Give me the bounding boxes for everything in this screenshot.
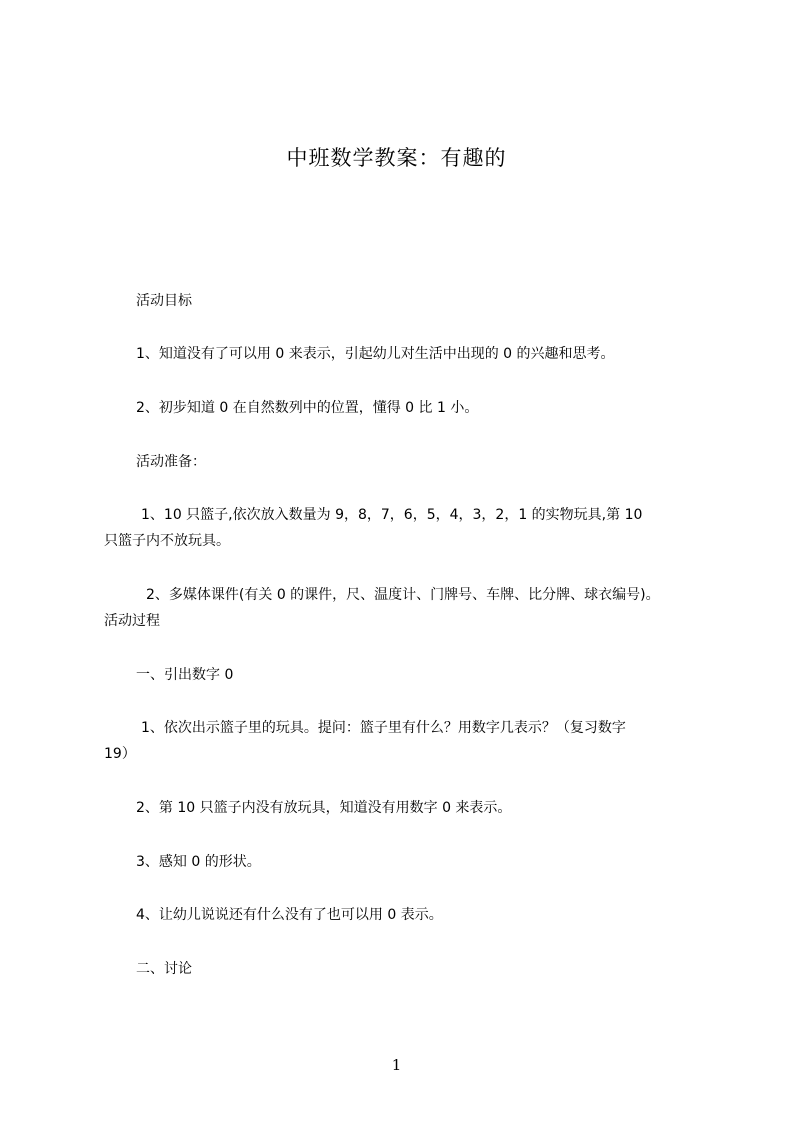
document-title: 中班数学教案：有趣的 [286,146,507,170]
paragraph-preparation-1: 1、10 只篮子,依次放入数量为 9，8，7，6，5，4，3，2，1 的实物玩具,第 10 [141,507,643,523]
paragraph-process-4: 4、让幼儿说说还有什么没有了也可以用 0 表示。 [136,907,443,923]
paragraph-process-2: 2、第 10 只篮子内没有放玩具，知道没有用数字 0 来表示。 [136,800,512,816]
heading-activity-process: 活动过程 [104,613,160,629]
paragraph-preparation-2: 2、多媒体课件(有关 0 的课件，尺、温度计、门牌号、车牌、比分牌、球衣编号)。 [146,587,660,603]
page-number: 1 [391,1056,402,1074]
heading-activity-goals: 活动目标 [136,293,192,309]
paragraph-goal-1: 1、知道没有了可以用 0 来表示，引起幼儿对生活中出现的 0 的兴趣和思考。 [136,346,615,362]
heading-activity-preparation: 活动准备： [136,454,206,470]
paragraph-process-3: 3、感知 0 的形状。 [136,854,261,870]
heading-discussion: 二、讨论 [136,961,192,977]
heading-introduce-zero: 一、引出数字 0 [136,667,234,683]
paragraph-process-1: 1、依次出示篮子里的玩具。提问：篮子里有什么？用数字几表示？（复习数字 [141,720,626,736]
paragraph-preparation-1-continued: 只篮子内不放玩具。 [104,533,230,549]
paragraph-process-1-continued: 19） [104,746,136,762]
paragraph-goal-2: 2、初步知道 0 在自然数列中的位置，懂得 0 比 1 小。 [136,400,479,416]
